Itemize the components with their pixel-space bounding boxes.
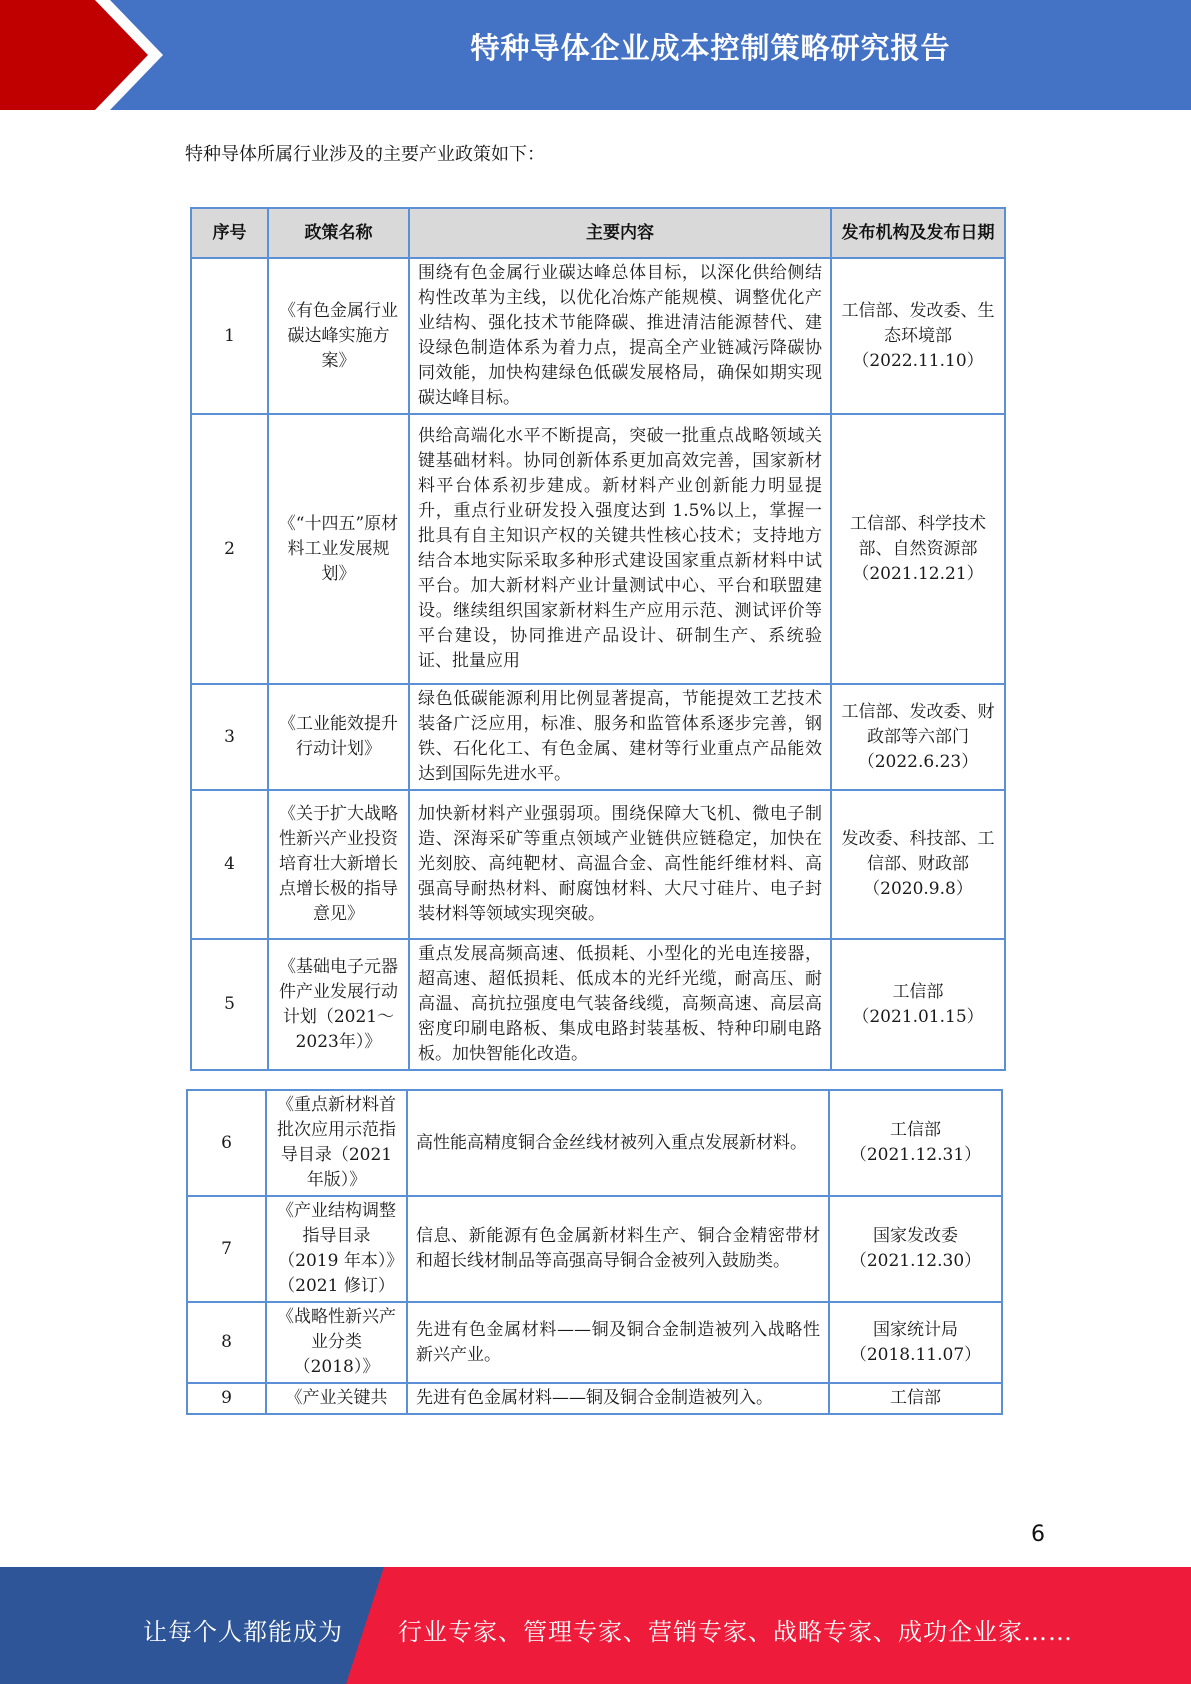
row-index: 3	[191, 684, 268, 790]
table-row	[191, 939, 1005, 1070]
row-policy-name: 《有色金属行业碳达峰实施方案》	[268, 258, 409, 414]
table-row	[191, 258, 1005, 414]
row-index: 8	[187, 1302, 266, 1383]
footer-slogan-left: 让每个人都能成为	[143, 1618, 343, 1646]
row-policy-name: 《战略性新兴产业分类（2018）》	[266, 1302, 407, 1383]
row-issuer: 工信部	[829, 1383, 1002, 1414]
row-index: 9	[187, 1383, 266, 1414]
row-policy-name: 《“十四五”原材料工业发展规划》	[268, 414, 409, 684]
row-content: 重点发展高频高速、低损耗、小型化的光电连接器，超高速、超低损耗、低成本的光纤光缆，耐高压、耐高温、高抗拉强度电气装备线缆，高频高速、高层高密度印刷电路板、集成电路封装基板、特种印刷电路板。加快智能化改造。	[409, 939, 831, 1070]
table-row	[187, 1196, 1002, 1302]
row-issuer: 国家发改委（2021.12.30）	[829, 1196, 1002, 1302]
page-number: 6	[1031, 1522, 1045, 1547]
page-header	[0, 0, 1191, 110]
policy-table-continued	[186, 1089, 1003, 1415]
policy-table	[190, 207, 1006, 1071]
header-policy-name: 政策名称	[268, 208, 409, 258]
row-content: 高性能高精度铜合金丝线材被列入重点发展新材料。	[407, 1090, 829, 1196]
row-issuer: 工信部（2021.01.15）	[831, 939, 1005, 1070]
row-issuer: 工信部、发改委、生态环境部（2022.11.10）	[831, 258, 1005, 414]
header-content: 主要内容	[409, 208, 831, 258]
row-content: 围绕有色金属行业碳达峰总体目标，以深化供给侧结构性改革为主线，以优化冶炼产能规模、调整优化产业结构、强化技术节能降碳、推进清洁能源替代、建设绿色制造体系为着力点，提高全产业链减污降碳协同效能，加快构建绿色低碳发展格局，确保如期实现碳达峰目标。	[409, 258, 831, 414]
row-policy-name: 《重点新材料首批次应用示范指导目录（2021 年版）》	[266, 1090, 407, 1196]
row-issuer: 国家统计局（2018.11.07）	[829, 1302, 1002, 1383]
row-policy-name: 《产业关键共	[266, 1383, 407, 1414]
page-footer	[0, 1567, 1191, 1684]
header-title: 特种导体企业成本控制策略研究报告	[470, 31, 951, 65]
table-header-row	[191, 208, 1005, 258]
row-content: 加快新材料产业强弱项。围绕保障大飞机、微电子制造、深海采矿等重点领域产业链供应链稳定，加快在光刻胶、高纯靶材、高温合金、高性能纤维材料、高强高导耐热材料、耐腐蚀材料、大尺寸硅片、电子封装材料等领域实现突破。	[409, 790, 831, 939]
row-content: 绿色低碳能源利用比例显著提高，节能提效工艺技术装备广泛应用，标准、服务和监管体系逐步完善，钢铁、石化化工、有色金属、建材等行业重点产品能效达到国际先进水平。	[409, 684, 831, 790]
row-content: 先进有色金属材料——铜及铜合金制造被列入战略性新兴产业。	[407, 1302, 829, 1383]
row-policy-name: 《基础电子元器件产业发展行动计划（2021～2023年）》	[268, 939, 409, 1070]
row-index: 1	[191, 258, 268, 414]
row-index: 5	[191, 939, 268, 1070]
row-issuer: 工信部、发改委、财政部等六部门（2022.6.23）	[831, 684, 1005, 790]
table-row	[191, 414, 1005, 684]
row-policy-name: 《关于扩大战略性新兴产业投资培育壮大新增长点增长极的指导意见》	[268, 790, 409, 939]
header-issuer: 发布机构及发布日期	[831, 208, 1005, 258]
row-index: 7	[187, 1196, 266, 1302]
row-index: 6	[187, 1090, 266, 1196]
header-index: 序号	[191, 208, 268, 258]
row-issuer: 发改委、科技部、工信部、财政部（2020.9.8）	[831, 790, 1005, 939]
footer-slogan-right: 行业专家、管理专家、营销专家、战略专家、成功企业家……	[398, 1618, 1073, 1646]
table-row	[187, 1302, 1002, 1383]
table-row	[191, 790, 1005, 939]
table-row	[187, 1383, 1002, 1414]
row-issuer: 工信部、科学技术部、自然资源部（2021.12.21）	[831, 414, 1005, 684]
row-content: 信息、新能源有色金属新材料生产、铜合金精密带材和超长线材制品等高强高导铜合金被列入鼓励类。	[407, 1196, 829, 1302]
row-content: 供给高端化水平不断提高，突破一批重点战略领域关键基础材料。协同创新体系更加高效完善，国家新材料平台体系初步建成。新材料产业创新能力明显提升，重点行业研发投入强度达到 1.5%以上，掌握一批具有自主知识产权的关键共性核心技术；支持地方结合本地实际采取多种形式建设国家重点新材料中试平台。加大新材料产业计量测试中心、平台和联盟建设。继续组织国家新材料生产应用示范、测试评价等平台建设，协同推进产品设计、研制生产、系统验证、批量应用	[409, 414, 831, 684]
row-issuer: 工信部（2021.12.31）	[829, 1090, 1002, 1196]
row-index: 4	[191, 790, 268, 939]
row-index: 2	[191, 414, 268, 684]
row-policy-name: 《产业结构调整指导目录（2019 年本）》（2021 修订）	[266, 1196, 407, 1302]
row-content: 先进有色金属材料——铜及铜合金制造被列入。	[407, 1383, 829, 1414]
row-policy-name: 《工业能效提升行动计划》	[268, 684, 409, 790]
table-row	[187, 1090, 1002, 1196]
table-row	[191, 684, 1005, 790]
intro-text: 特种导体所属行业涉及的主要产业政策如下：	[185, 144, 545, 165]
